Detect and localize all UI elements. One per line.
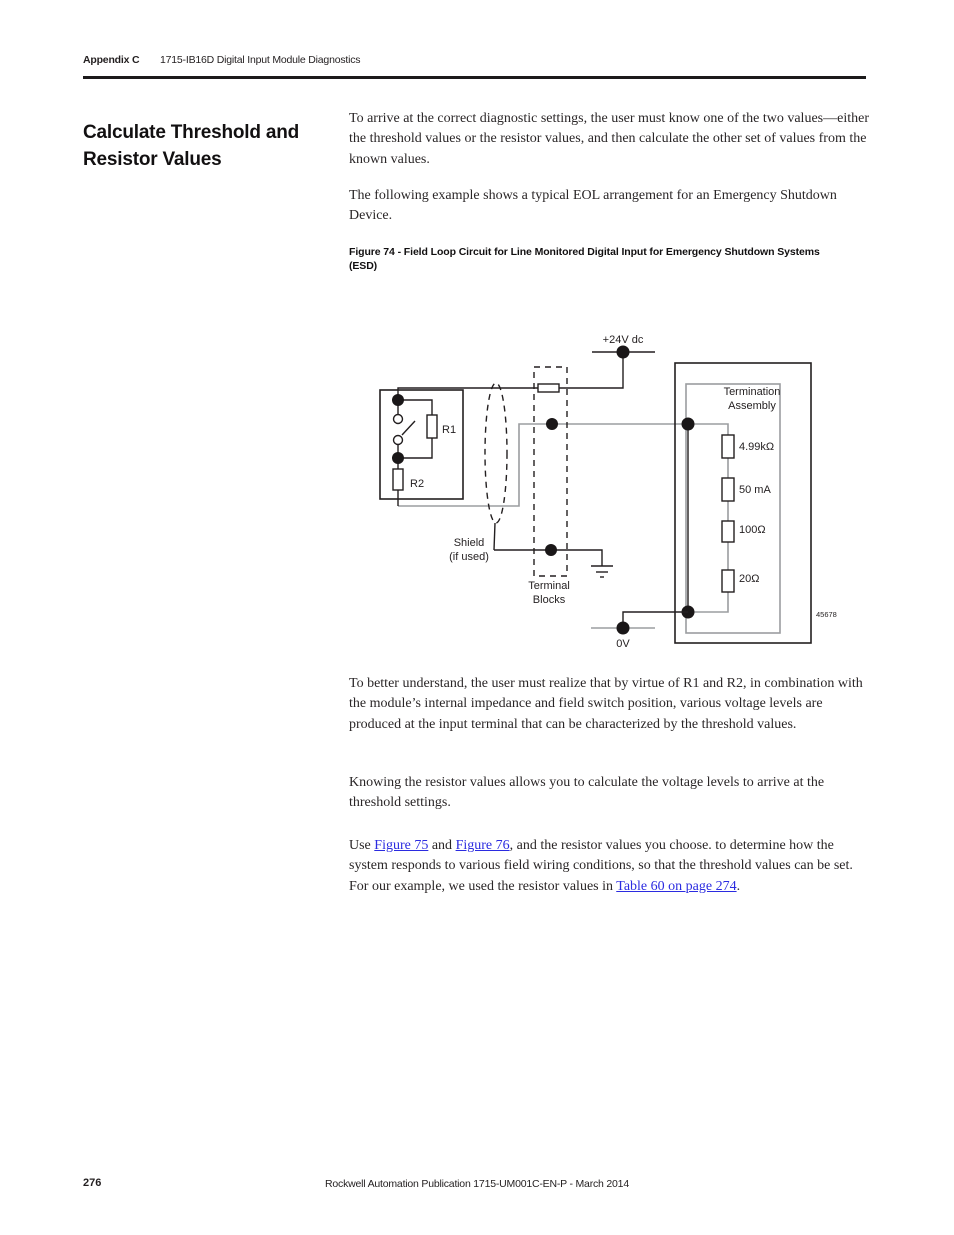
termination-resistor-4-label: 20Ω xyxy=(739,573,760,585)
shield-drain-wire xyxy=(494,523,495,550)
junction-dot xyxy=(545,544,557,556)
publication-footer: Rockwell Automation Publication 1715-UM001C-EN-P - March 2014 xyxy=(325,1178,629,1190)
shield-label-line2: (if used) xyxy=(449,551,489,563)
switch-contact-bottom xyxy=(394,436,403,445)
field-return-wire xyxy=(398,424,688,506)
paragraph-text: Use xyxy=(349,838,375,853)
page-number: 276 xyxy=(83,1177,102,1189)
artwork-id: 45678 xyxy=(816,610,837,619)
figure-74-circuit-diagram xyxy=(370,325,870,670)
zero-volt-feed-wire xyxy=(623,612,688,628)
input-junction-dot xyxy=(682,418,695,431)
cable-shield-ellipse xyxy=(485,383,507,523)
figure-caption-line1: Figure 74 - Field Loop Circuit for Line Monitored Digital Input for Emergency Shutdown Systems xyxy=(349,246,820,258)
header-appendix-label: Appendix C xyxy=(83,54,140,66)
paragraph-text: , and the resistor values you choose. to determine how the system responds to various field wiring conditions, so that the threshold values can be set. For our example, we used the resistor values in xyxy=(349,838,853,894)
zero-volt-dot xyxy=(617,622,630,635)
terminal-blocks-label-line2: Blocks xyxy=(532,594,566,606)
termination-resistor-3-label: 100Ω xyxy=(739,524,766,536)
link-figure-75[interactable]: Figure 75 xyxy=(374,838,429,853)
termination-resistor-4 xyxy=(722,570,734,592)
link-figure-76[interactable]: Figure 76 xyxy=(455,838,510,853)
switch-lever xyxy=(402,421,415,435)
supply-feed-wire xyxy=(398,352,623,400)
paragraph-understand: To better understand, the user must realize that by virtue of R1 and R2, in combination with the module’s internal impedance and field switch position, various voltage levels are produced at the input terminal that can be characterized by the threshold values. xyxy=(349,676,863,732)
resistor-r1 xyxy=(427,415,437,438)
termination-resistor-1-label: 4.99kΩ xyxy=(739,441,775,453)
junction-dot xyxy=(546,418,558,430)
termination-label-line2: Assembly xyxy=(728,400,776,412)
paragraph-example: The following example shows a typical EOL arrangement for an Emergency Shutdown Device. xyxy=(349,188,837,224)
paragraph-text: . xyxy=(736,878,741,894)
resistor-r2-label: R2 xyxy=(410,478,425,490)
supply-voltage-label: +24V dc xyxy=(602,334,644,346)
resistor-r1-label: R1 xyxy=(442,424,457,436)
figure-caption xyxy=(349,245,873,273)
termination-label-line1: Termination xyxy=(723,386,781,398)
paragraph-use-figures xyxy=(349,836,873,897)
paragraph-knowing: Knowing the resistor values allows you to calculate the voltage levels to arrive at the threshold settings. xyxy=(349,775,825,811)
header-rule xyxy=(83,76,866,79)
section-heading: Calculate Threshold and Resistor Values xyxy=(83,121,300,170)
zero-volt-label: 0V xyxy=(616,638,630,650)
shield-label-line1: Shield xyxy=(453,537,485,549)
link-table-60-page-274[interactable]: Table 60 on page 274 xyxy=(616,878,737,894)
switch-contact-top xyxy=(394,415,403,424)
junction-dot xyxy=(392,452,404,464)
terminal-fuse-element xyxy=(538,384,559,392)
termination-resistor-3 xyxy=(722,521,734,542)
junction-dot xyxy=(392,394,404,406)
terminal-blocks-label-line1: Terminal xyxy=(528,580,570,592)
paragraph-text: and xyxy=(428,838,456,853)
termination-assembly-box xyxy=(686,384,780,633)
resistor-r2 xyxy=(393,469,403,490)
supply-dot xyxy=(617,346,630,359)
figure-caption-line2: (ESD) xyxy=(349,260,378,272)
paragraph-intro: To arrive at the correct diagnostic settings, the user must know one of the two values—either the threshold values or the resistor values, and then calculate the other set of values from the known values. xyxy=(349,111,869,167)
termination-resistor-2 xyxy=(722,478,734,501)
header-chapter-title: 1715-IB16D Digital Input Module Diagnostics xyxy=(160,54,361,66)
termination-resistor-1 xyxy=(722,435,734,458)
termination-resistor-2-label: 50 mA xyxy=(739,484,771,496)
